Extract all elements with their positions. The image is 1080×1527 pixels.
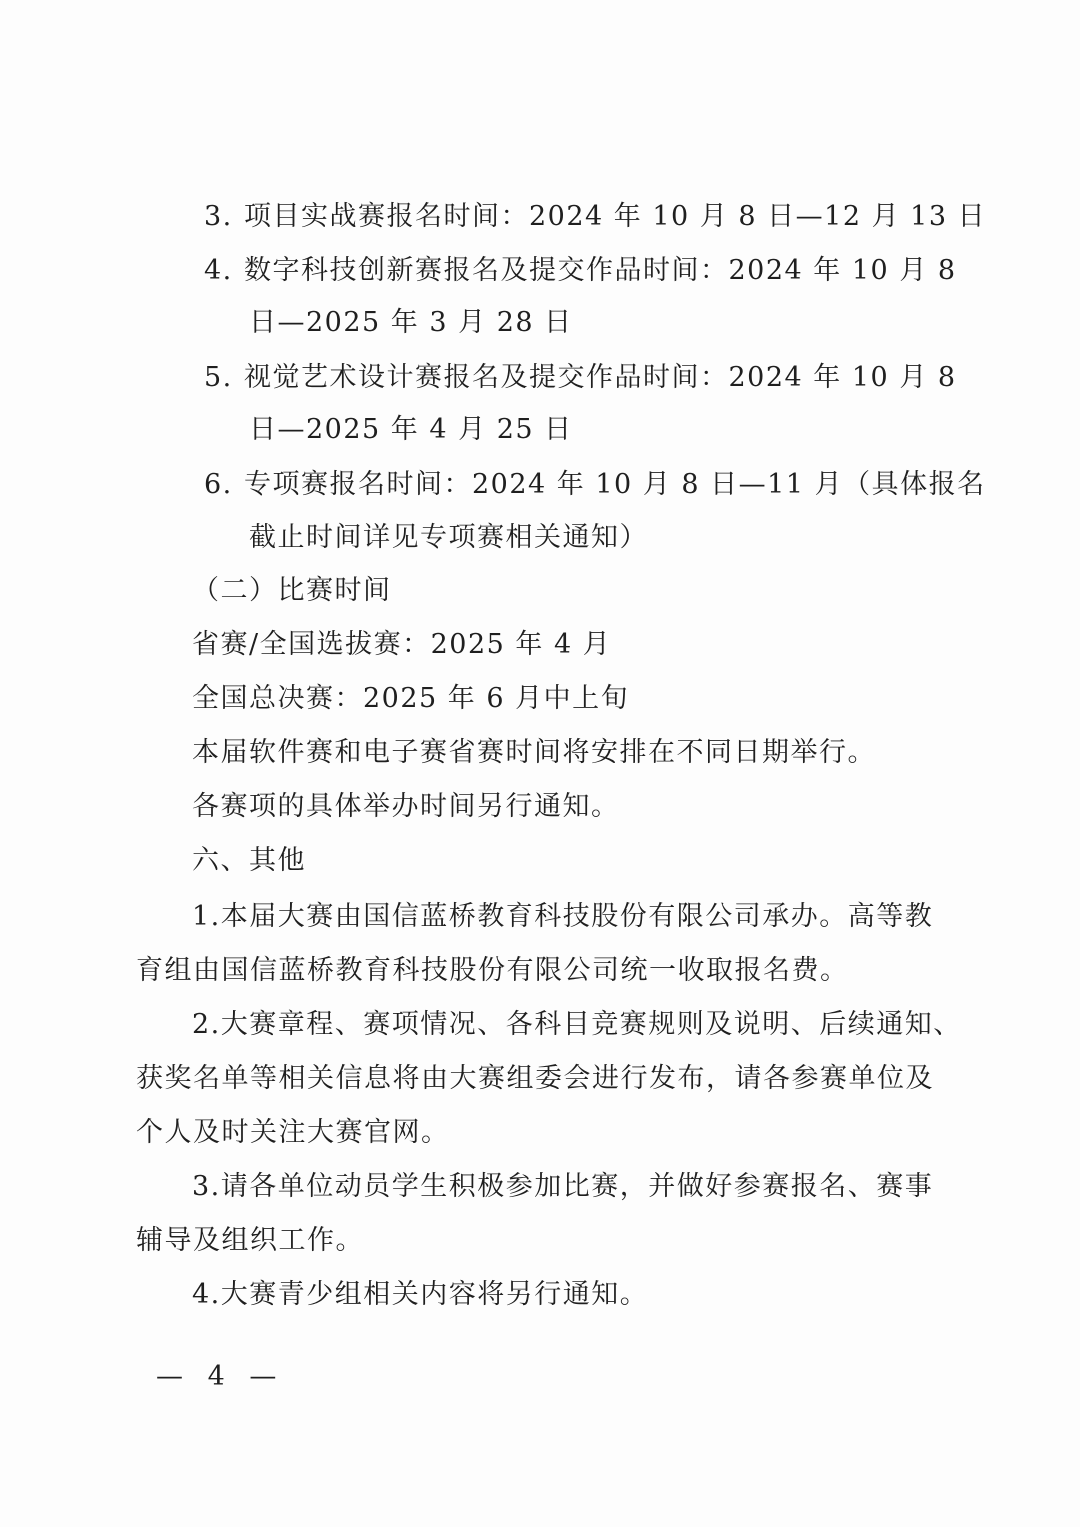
provincial-selection-time: 省赛/全国选拔赛：2025 年 4 月	[192, 629, 612, 660]
other-item-1-line-2: 育组由国信蓝桥教育科技股份有限公司统一收取报名费。	[136, 955, 849, 986]
schedule-note: 本届软件赛和电子赛省赛时间将安排在不同日期举行。	[192, 737, 876, 768]
item-text: 专项赛报名时间：2024 年 10 月 8 日—11 月（具体报名	[244, 469, 986, 500]
national-final-time: 全国总决赛：2025 年 6 月中上旬	[192, 683, 630, 714]
registration-item-4	[204, 254, 957, 288]
other-item-2-line-3: 个人及时关注大赛官网。	[136, 1117, 450, 1148]
section-heading-competition-time: （二）比赛时间	[192, 575, 392, 606]
registration-item-5	[204, 361, 957, 395]
other-item-1-line-1: 1.本届大赛由国信蓝桥教育科技股份有限公司承办。高等教	[192, 901, 934, 932]
item-number: 4.	[204, 255, 233, 286]
registration-item-6-continuation: 截止时间详见专项赛相关通知）	[249, 522, 648, 553]
item-text: 视觉艺术设计赛报名及提交作品时间：2024 年 10 月 8	[244, 362, 957, 393]
registration-item-3	[204, 200, 986, 234]
other-item-2-line-2: 获奖名单等相关信息将由大赛组委会进行发布，请各参赛单位及	[136, 1063, 934, 1094]
item-text: 项目实战赛报名时间：2024 年 10 月 8 日—12 月 13 日	[244, 201, 987, 232]
other-item-2-line-1: 2.大赛章程、赛项情况、各科目竞赛规则及说明、后续通知、	[192, 1009, 962, 1040]
section-heading-other: 六、其他	[192, 845, 306, 876]
other-item-3-line-1: 3.请各单位动员学生积极参加比赛，并做好参赛报名、赛事	[192, 1171, 934, 1202]
registration-item-5-continuation: 日—2025 年 4 月 25 日	[249, 414, 573, 445]
item-number: 5.	[204, 362, 233, 393]
schedule-notice: 各赛项的具体举办时间另行通知。	[192, 791, 620, 822]
registration-item-6	[204, 468, 986, 502]
item-number: 6.	[204, 469, 233, 500]
item-number: 3.	[204, 201, 233, 232]
registration-item-4-continuation: 日—2025 年 3 月 28 日	[249, 307, 573, 338]
other-item-3-line-2: 辅导及组织工作。	[136, 1225, 364, 1256]
other-item-4: 4.大赛青少组相关内容将另行通知。	[192, 1279, 649, 1310]
page-number: — 4 —	[156, 1361, 285, 1392]
item-text: 数字科技创新赛报名及提交作品时间：2024 年 10 月 8	[244, 255, 957, 286]
